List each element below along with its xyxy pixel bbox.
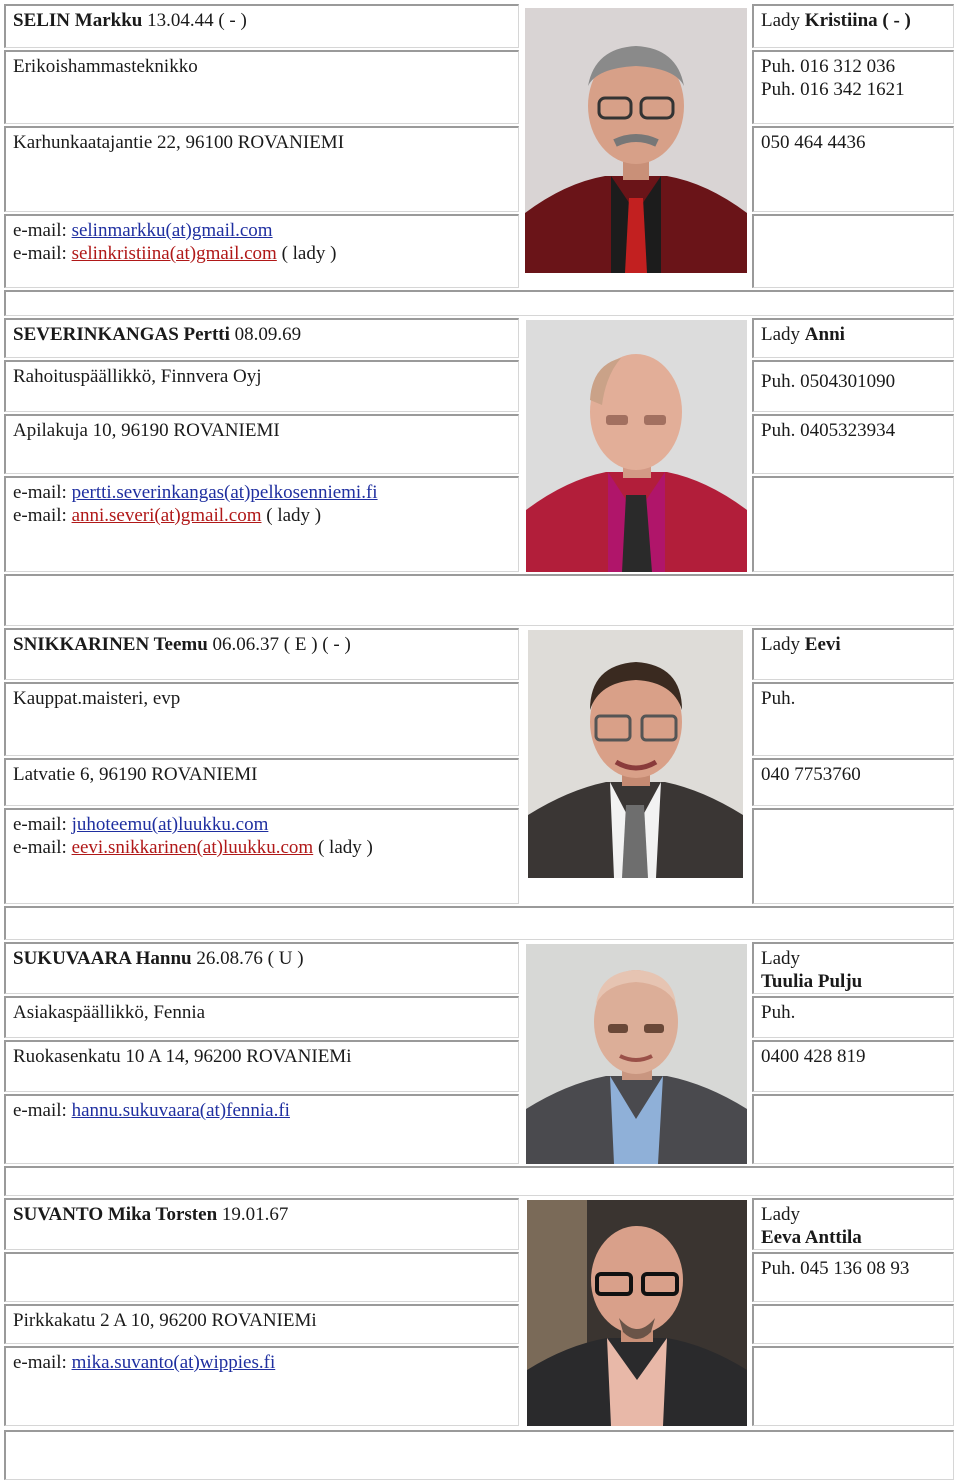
member-name-cell bbox=[4, 942, 519, 994]
phone-number: Puh. 016 342 1621 bbox=[761, 79, 905, 100]
mobile-cell bbox=[752, 126, 954, 212]
phone-cell bbox=[752, 1252, 954, 1302]
member-name-cell bbox=[4, 318, 519, 358]
member-address-cell bbox=[4, 1304, 519, 1344]
member-title: Asiakaspäällikkö, Fennia bbox=[13, 1002, 206, 1023]
member-name-cell bbox=[4, 1198, 519, 1250]
lady-name: Anni bbox=[804, 324, 845, 345]
lady-name: Tuulia Pulju bbox=[761, 971, 863, 992]
mobile-number: 050 464 4436 bbox=[761, 132, 866, 153]
member-title: Kauppat.maisteri, evp bbox=[13, 688, 181, 709]
lady-prefix: Lady bbox=[761, 324, 801, 345]
phone-cell bbox=[752, 682, 954, 756]
empty-cell bbox=[752, 1304, 954, 1344]
member-email-cell bbox=[4, 214, 519, 288]
lady-suffix: ( lady ) bbox=[266, 505, 322, 526]
phone-number: Puh. 0405323934 bbox=[761, 420, 896, 441]
member-name: SELIN Markku bbox=[13, 10, 143, 31]
phone-cell bbox=[752, 50, 954, 124]
lady-name-cell bbox=[752, 628, 954, 680]
lady-email-link[interactable]: anni.severi(at)gmail.com bbox=[71, 505, 262, 526]
email-label: e-mail: bbox=[13, 482, 67, 503]
lady-prefix: Lady bbox=[761, 948, 801, 969]
email-label: e-mail: bbox=[13, 505, 67, 526]
member-title: Erikoishammasteknikko bbox=[13, 56, 198, 77]
entry-separator bbox=[4, 906, 954, 940]
phone-number: Puh. 045 136 08 93 bbox=[761, 1258, 910, 1279]
member-address-cell bbox=[4, 758, 519, 806]
lady-name: Kristiina ( - ) bbox=[804, 10, 911, 31]
member-email-cell bbox=[4, 476, 519, 572]
member-photo bbox=[527, 1200, 747, 1426]
entry-separator bbox=[4, 1166, 954, 1196]
empty-cell bbox=[752, 214, 954, 288]
member-address: Apilakuja 10, 96190 ROVANIEMI bbox=[13, 420, 280, 441]
email-label: e-mail: bbox=[13, 243, 67, 264]
phone-cell bbox=[752, 414, 954, 474]
phone-number: Puh. 0504301090 bbox=[761, 371, 896, 392]
member-address-cell bbox=[4, 126, 519, 212]
email-label: e-mail: bbox=[13, 814, 67, 835]
member-birth: 19.01.67 bbox=[221, 1204, 289, 1225]
email-label: e-mail: bbox=[13, 1352, 67, 1373]
empty-cell bbox=[752, 1094, 954, 1164]
empty-cell bbox=[752, 1346, 954, 1426]
member-name: SEVERINKANGAS Pertti bbox=[13, 324, 230, 345]
member-birth: 26.08.76 ( U ) bbox=[196, 948, 304, 969]
member-name: SUKUVAARA Hannu bbox=[13, 948, 192, 969]
member-birth: 13.04.44 ( - ) bbox=[147, 10, 247, 31]
lady-name-cell bbox=[752, 318, 954, 358]
entry-separator bbox=[4, 1430, 954, 1480]
member-name: SNIKKARINEN Teemu bbox=[13, 634, 208, 655]
member-photo bbox=[528, 630, 743, 878]
lady-name: Eevi bbox=[804, 634, 841, 655]
member-title: Rahoituspäällikkö, Finnvera Oyj bbox=[13, 366, 262, 387]
member-email-cell bbox=[4, 1094, 519, 1164]
empty-cell bbox=[4, 1252, 519, 1302]
lady-name: Eeva Anttila bbox=[761, 1227, 862, 1248]
phone-cell bbox=[752, 996, 954, 1038]
email-link[interactable]: hannu.sukuvaara(at)fennia.fi bbox=[71, 1100, 290, 1121]
email-link[interactable]: mika.suvanto(at)wippies.fi bbox=[71, 1352, 276, 1373]
email-link[interactable]: pertti.severinkangas(at)pelkosenniemi.fi bbox=[71, 482, 378, 503]
lady-name-cell bbox=[752, 4, 954, 48]
member-title-cell bbox=[4, 996, 519, 1038]
member-address: Ruokasenkatu 10 A 14, 96200 ROVANIEMi bbox=[13, 1046, 352, 1067]
member-email-cell bbox=[4, 808, 519, 904]
member-name: SUVANTO Mika Torsten bbox=[13, 1204, 218, 1225]
mobile-cell bbox=[752, 758, 954, 806]
member-birth: 06.06.37 ( E ) ( - ) bbox=[212, 634, 351, 655]
lady-email-link[interactable]: eevi.snikkarinen(at)luukku.com bbox=[71, 837, 314, 858]
email-label: e-mail: bbox=[13, 220, 67, 241]
phone-number: Puh. 016 312 036 bbox=[761, 56, 896, 77]
entry-separator bbox=[4, 290, 954, 316]
lady-prefix: Lady bbox=[761, 634, 801, 655]
member-name-cell bbox=[4, 628, 519, 680]
member-photo bbox=[525, 8, 747, 273]
member-photo bbox=[526, 944, 747, 1164]
email-link[interactable]: juhoteemu(at)luukku.com bbox=[71, 814, 269, 835]
lady-suffix: ( lady ) bbox=[281, 243, 337, 264]
member-address-cell bbox=[4, 1040, 519, 1092]
lady-name-cell bbox=[752, 942, 954, 994]
lady-prefix: Lady bbox=[761, 1204, 801, 1225]
mobile-number: 0400 428 819 bbox=[761, 1046, 866, 1067]
member-address: Karhunkaatajantie 22, 96100 ROVANIEMI bbox=[13, 132, 345, 153]
mobile-cell bbox=[752, 1040, 954, 1092]
phone-cell bbox=[752, 360, 954, 412]
phone-number: Puh. bbox=[761, 688, 796, 709]
member-address: Pirkkakatu 2 A 10, 96200 ROVANIEMi bbox=[13, 1310, 317, 1331]
empty-cell bbox=[752, 476, 954, 572]
member-title-cell bbox=[4, 360, 519, 412]
member-name-cell bbox=[4, 4, 519, 48]
member-address-cell bbox=[4, 414, 519, 474]
lady-prefix: Lady bbox=[761, 10, 801, 31]
email-label: e-mail: bbox=[13, 1100, 67, 1121]
lady-email-link[interactable]: selinkristiina(at)gmail.com bbox=[71, 243, 277, 264]
member-title-cell bbox=[4, 50, 519, 124]
member-birth: 08.09.69 bbox=[234, 324, 302, 345]
email-link[interactable]: selinmarkku(at)gmail.com bbox=[71, 220, 273, 241]
phone-number: Puh. bbox=[761, 1002, 796, 1023]
entry-separator bbox=[4, 574, 954, 626]
member-address: Latvatie 6, 96190 ROVANIEMI bbox=[13, 764, 258, 785]
mobile-number: 040 7753760 bbox=[761, 764, 861, 785]
email-label: e-mail: bbox=[13, 837, 67, 858]
empty-cell bbox=[752, 808, 954, 904]
lady-name-cell bbox=[752, 1198, 954, 1250]
lady-suffix: ( lady ) bbox=[317, 837, 373, 858]
member-email-cell bbox=[4, 1346, 519, 1426]
member-title-cell bbox=[4, 682, 519, 756]
member-photo bbox=[526, 320, 747, 572]
